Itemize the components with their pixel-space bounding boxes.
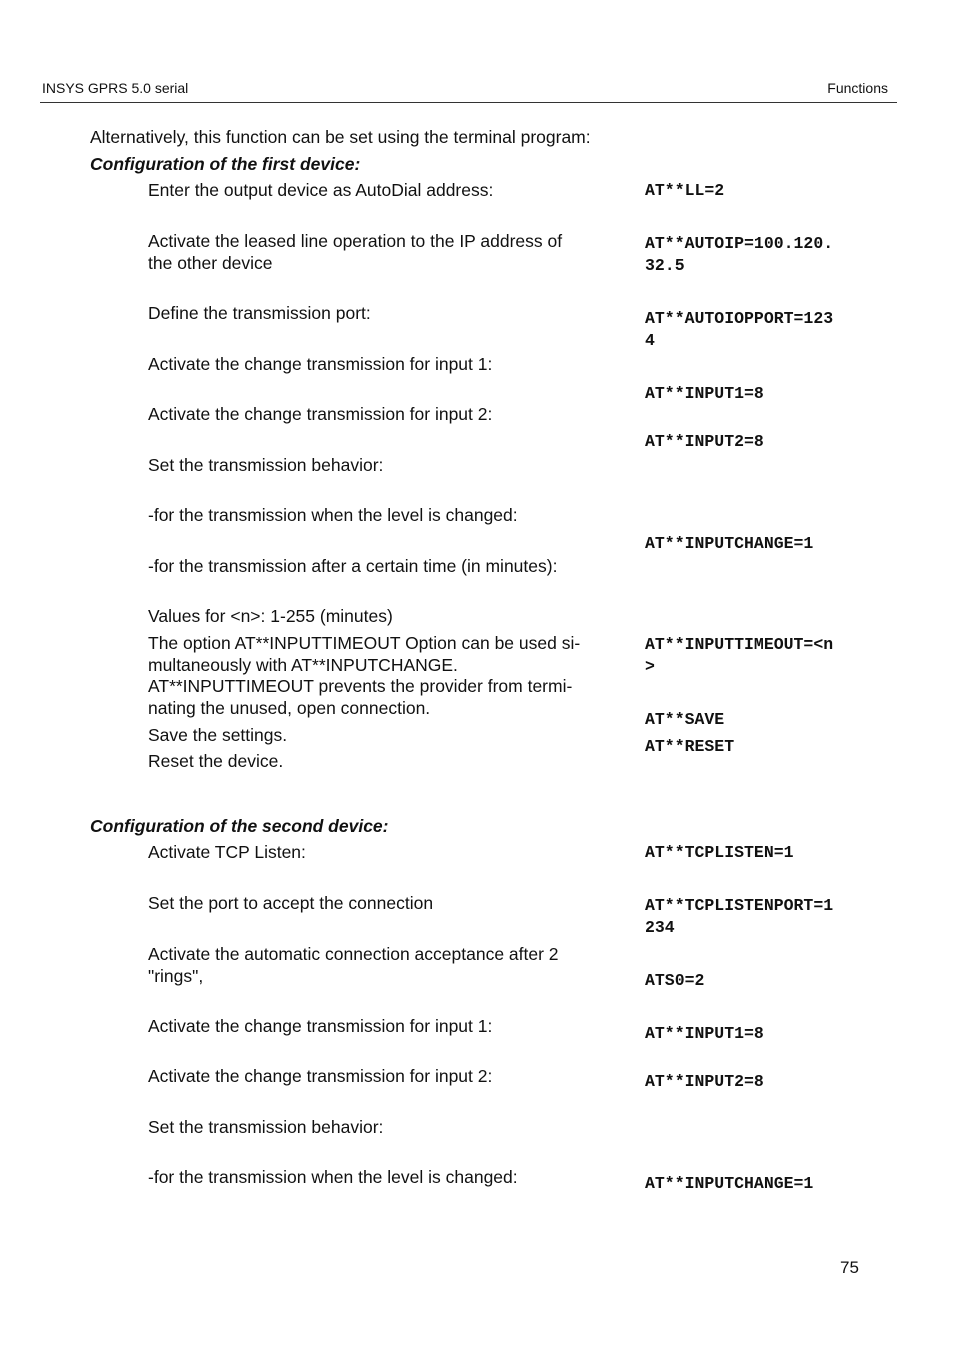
step-description: Enter the output device as AutoDial address: <box>148 180 494 200</box>
at-command: AT**INPUTCHANGE=1 <box>645 1174 814 1193</box>
step-description: multaneously with AT**INPUTCHANGE. <box>148 655 458 675</box>
step-description: Activate the change transmission for input 2: <box>148 1066 493 1086</box>
step-description: the other device <box>148 253 273 273</box>
at-command: ATS0=2 <box>645 971 705 990</box>
step-description: Activate the change transmission for input 2: <box>148 404 493 424</box>
at-command: AT**INPUTTIMEOUT=<n> <box>645 635 834 676</box>
header-section-name: Functions <box>827 80 888 96</box>
at-command: AT**INPUTCHANGE=1 <box>645 534 814 553</box>
step-description: Activate the change transmission for input 1: <box>148 1016 493 1036</box>
section2-heading: Configuration of the second device: <box>90 816 389 836</box>
header-divider <box>40 102 897 103</box>
step-description: The option AT**INPUTTIMEOUT Option can be used si- <box>148 633 581 653</box>
at-command: AT**TCPLISTEN=1 <box>645 843 794 862</box>
step-description: Activate TCP Listen: <box>148 842 306 862</box>
step-description: Save the settings. <box>148 725 288 745</box>
at-command: AT**RESET <box>645 737 735 756</box>
at-command: AT**INPUT2=8 <box>645 1072 764 1091</box>
step-description: Set the transmission behavior: <box>148 455 384 475</box>
section1-heading: Configuration of the first device: <box>90 154 361 174</box>
at-command: AT**LL=2 <box>645 181 725 200</box>
step-description: nating the unused, open connection. <box>148 698 431 718</box>
step-description: Define the transmission port: <box>148 303 371 323</box>
step-description: -for the transmission when the level is changed: <box>148 1167 518 1187</box>
at-command: AT**INPUT1=8 <box>645 1024 764 1043</box>
step-description: -for the transmission when the level is changed: <box>148 505 518 525</box>
step-description: Reset the device. <box>148 751 284 771</box>
step-description: -for the transmission after a certain time (in minutes): <box>148 556 558 576</box>
at-command: AT**AUTOIOPPORT=1234 <box>645 309 834 350</box>
step-description: Set the transmission behavior: <box>148 1117 384 1137</box>
step-description: Set the port to accept the connection <box>148 893 434 913</box>
at-command: AT**INPUT1=8 <box>645 384 764 403</box>
at-command: AT**TCPLISTENPORT=1234 <box>645 896 834 937</box>
step-description: Activate the automatic connection acceptance after 2 <box>148 944 559 964</box>
page-number: 75 <box>840 1258 859 1277</box>
step-description: Activate the leased line operation to the IP address of <box>148 231 563 251</box>
step-description: AT**INPUTTIMEOUT prevents the provider from termi- <box>148 676 573 696</box>
step-description: Activate the change transmission for input 1: <box>148 354 493 374</box>
at-command: AT**AUTOIP=100.120.32.5 <box>645 234 834 275</box>
header-product-name: INSYS GPRS 5.0 serial <box>42 80 189 96</box>
at-command: AT**INPUT2=8 <box>645 432 764 451</box>
step-description: "rings", <box>148 966 204 986</box>
step-description: Values for <n>: 1-255 (minutes) <box>148 606 393 626</box>
intro-text: Alternatively, this function can be set using the terminal program: <box>90 127 591 147</box>
at-command: AT**SAVE <box>645 710 725 729</box>
